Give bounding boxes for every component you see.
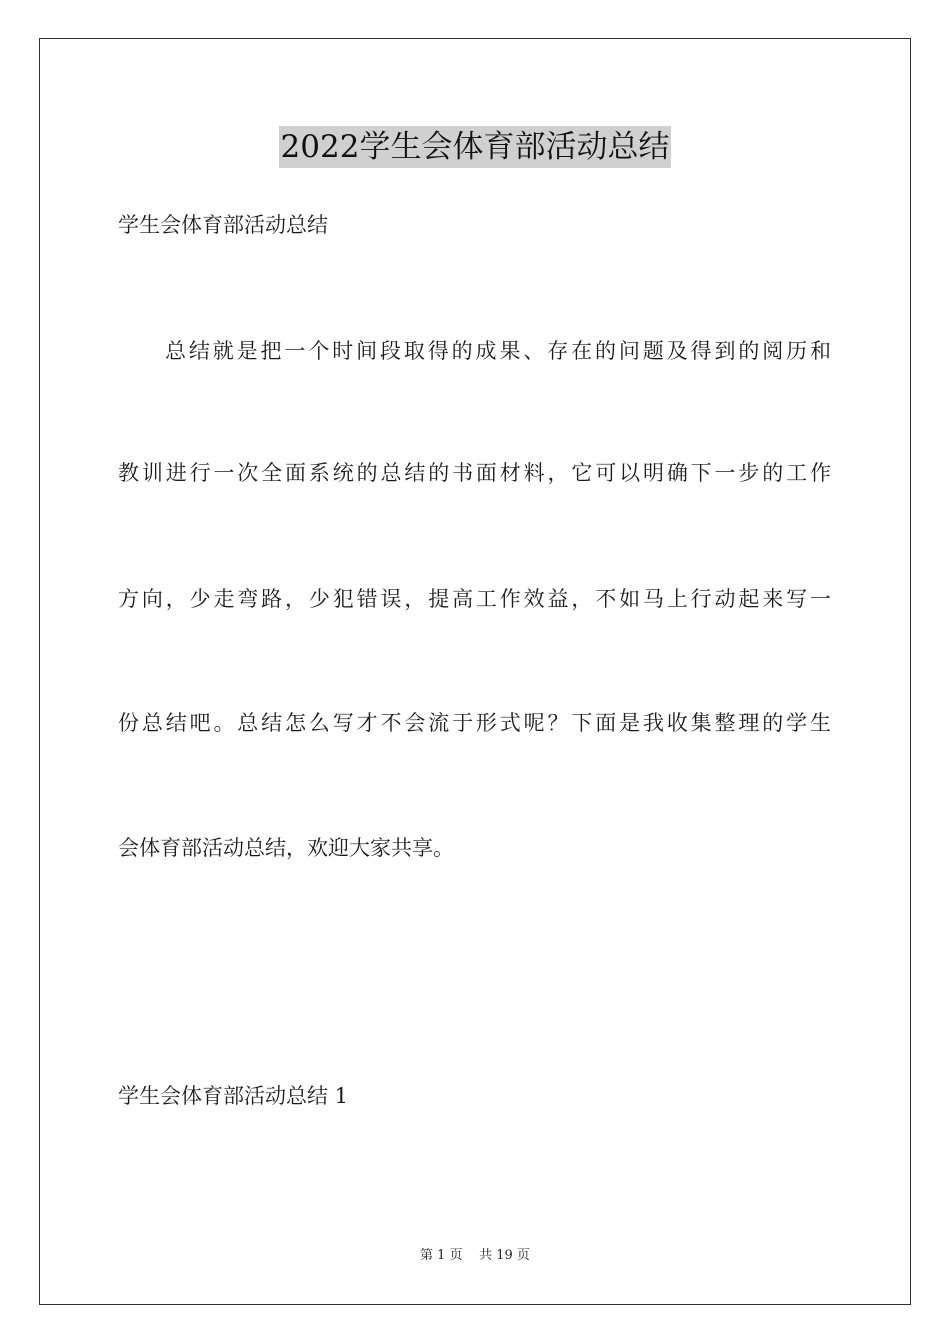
paragraph-line-2: 教训进行一次全面系统的总结的书面材料，它可以明确下一步的工作 [118, 461, 831, 485]
total-pages-label: 共 19 页 [479, 1248, 530, 1263]
paragraph-line-1: 总结就是把一个时间段取得的成果、存在的问题及得到的阅历和 [165, 339, 831, 363]
document-title: 2022学生会体育部活动总结 [279, 126, 672, 168]
section-heading: 学生会体育部活动总结 1 [118, 1084, 349, 1108]
page-footer [0, 1247, 950, 1265]
paragraph-line-3: 方向，少走弯路，少犯错误，提高工作效益，不如马上行动起来写一 [118, 587, 831, 611]
paragraph-line-4: 份总结吧。总结怎么写才不会流于形式呢？下面是我收集整理的学生 [118, 711, 831, 735]
paragraph-line-5: 会体育部活动总结，欢迎大家共享。 [118, 836, 454, 860]
page-number-label: 第 1 页 [420, 1248, 463, 1263]
title-container [0, 126, 950, 168]
document-subtitle: 学生会体育部活动总结 [118, 213, 328, 237]
